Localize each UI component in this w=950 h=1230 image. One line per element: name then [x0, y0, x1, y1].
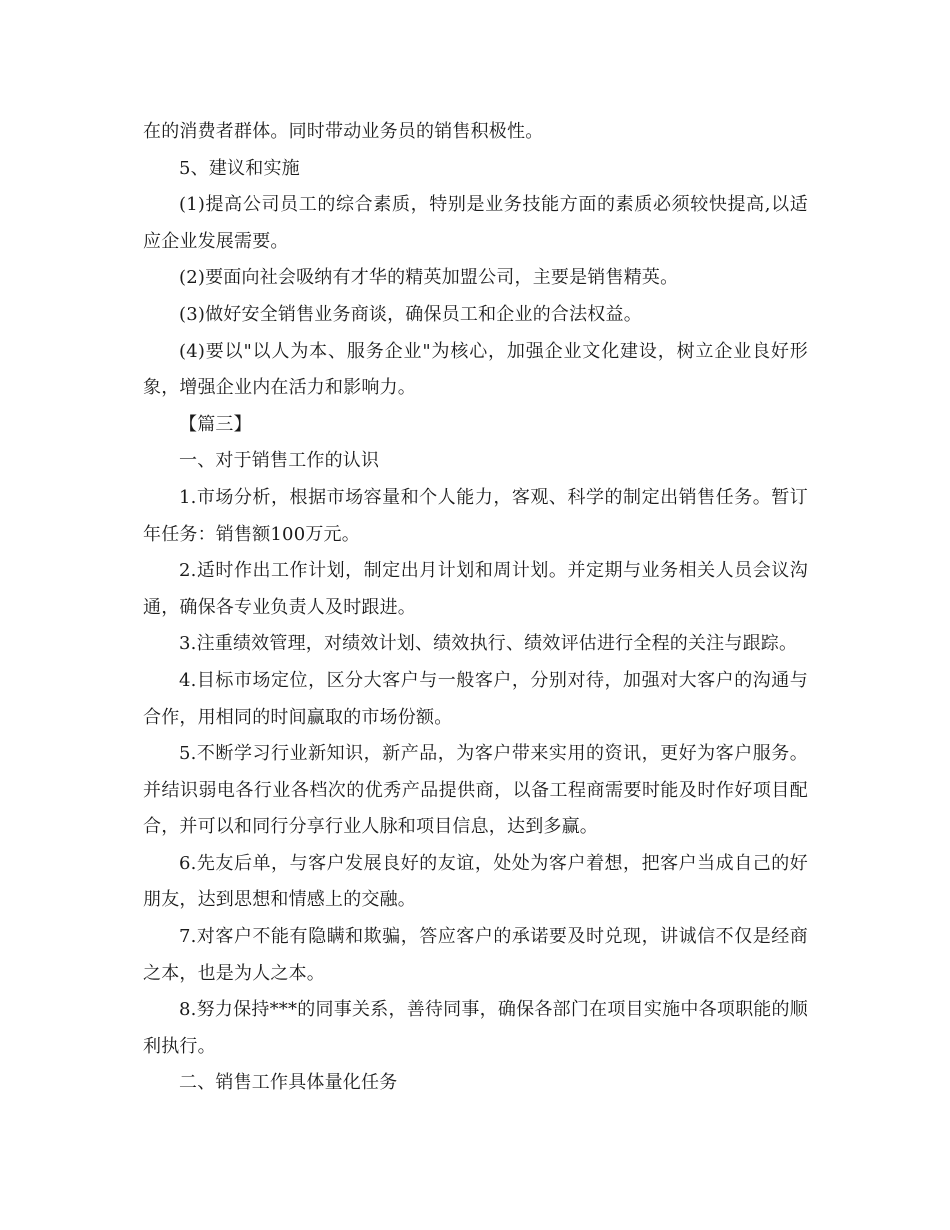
paragraph: 6.先友后单，与客户发展良好的友谊，处处为客户着想，把客户当成自己的好朋友，达到思想和情感上的交融。 [143, 852, 808, 911]
paragraph: 8.努力保持***的同事关系，善待同事，确保各部门在项目实施中各项职能的顺利执行。 [143, 999, 808, 1057]
document-body [143, 114, 808, 1102]
paragraph: 5.不断学习行业新知识，新产品，为客户带来实用的资讯，更好为客户服务。并结识弱电各行业各档次的优秀产品提供商，以备工程商需要时能及时作好项目配合，并可以和同行分享行业人脉和项目信息，达到多赢。 [143, 743, 808, 838]
paragraph: 2.适时作出工作计划，制定出月计划和周计划。并定期与业务相关人员会议沟通，确保各专业负责人及时跟进。 [143, 560, 808, 618]
paragraph: 4.目标市场定位，区分大客户与一般客户，分别对待，加强对大客户的沟通与合作，用相同的时间赢取的市场份额。 [143, 669, 808, 728]
paragraph: (1)提高公司员工的综合素质，特别是业务技能方面的素质必须较快提高,以适应企业发展需要。 [143, 194, 808, 252]
paragraph: 3.注重绩效管理，对绩效计划、绩效执行、绩效评估进行全程的关注与跟踪。 [179, 633, 798, 655]
section-heading: 5、建议和实施 [179, 157, 300, 179]
paragraph: 7.对客户不能有隐瞒和欺骗，答应客户的承诺要及时兑现，讲诚信不仅是经商之本，也是为人之本。 [143, 926, 808, 984]
section-heading: 二、销售工作具体量化任务 [179, 1072, 398, 1094]
paragraph: (3)做好安全销售业务商谈，确保员工和企业的合法权益。 [179, 303, 642, 325]
paragraph: 1.市场分析，根据市场容量和个人能力，客观、科学的制定出销售任务。暂订年任务：销售额100万元。 [143, 486, 808, 545]
paragraph: (2)要面向社会吸纳有才华的精英加盟公司，主要是销售精英。 [179, 267, 679, 289]
section-heading: 一、对于销售工作的认识 [179, 450, 380, 472]
paragraph: (4)要以"以人为本、服务企业"为核心，加强企业文化建设，树立企业良好形象，增强企业内在活力和影响力。 [143, 340, 808, 399]
paragraph: 在的消费者群体。同时带动业务员的销售积极性。 [143, 121, 544, 142]
chapter-heading: 【篇三】 [179, 413, 252, 435]
